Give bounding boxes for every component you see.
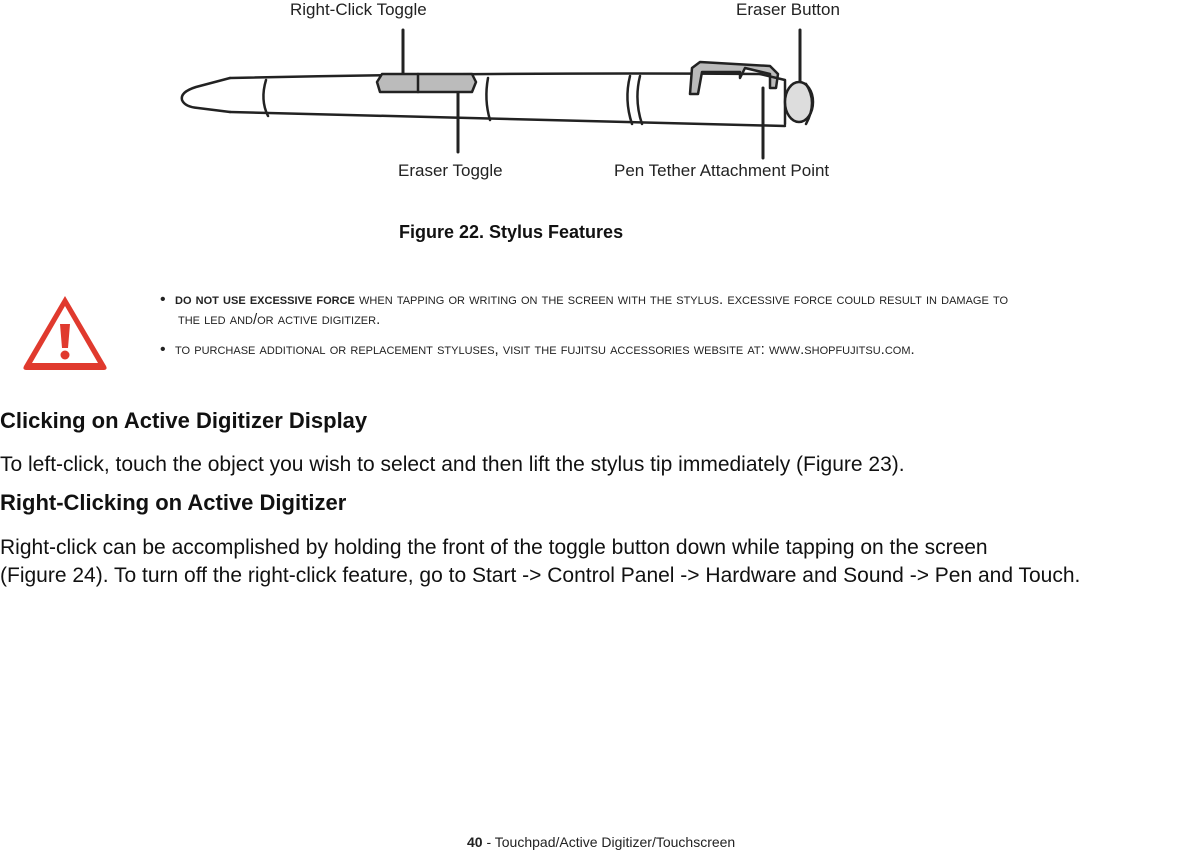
stylus-barrel-bottom bbox=[230, 112, 785, 126]
warning-text-1b: the led and/or active digitizer. bbox=[178, 311, 381, 328]
section-body-right-clicking-1: Right-click can be accomplished by holding the front of the toggle button down while tapping on the screen bbox=[0, 536, 988, 559]
section-body-clicking: To left-click, touch the object you wish to select and then lift the stylus tip immediately (Figure 23). bbox=[0, 453, 905, 476]
label-eraser-button: Eraser Button bbox=[736, 0, 840, 19]
warning-bullets bbox=[160, 290, 1180, 370]
warning-bullet-2 bbox=[160, 340, 1180, 360]
warning-lead: do not use excessive force bbox=[175, 291, 355, 308]
label-pen-tether: Pen Tether Attachment Point bbox=[614, 161, 830, 180]
section-body-right-clicking-2: (Figure 24). To turn off the right-click feature, go to Start -> Control Panel -> Hardware and Sound -> Pen and Touch. bbox=[0, 564, 1081, 587]
warning-text-2: to purchase additional or replacement styluses, visit the fujitsu accessories website at: www.shopfujitsu.com. bbox=[175, 341, 915, 358]
bullet-dot: • bbox=[160, 341, 166, 358]
stylus-illustration bbox=[0, 0, 1194, 200]
toggle-button bbox=[377, 74, 476, 92]
bullet-dot: • bbox=[160, 291, 166, 308]
footer-section: - Touchpad/Active Digitizer/Touchscreen bbox=[482, 834, 736, 850]
page-number: 40 bbox=[467, 834, 483, 850]
warning-triangle-icon bbox=[20, 292, 110, 372]
section-heading-clicking: Clicking on Active Digitizer Display bbox=[0, 408, 368, 433]
figure-caption: Figure 22. Stylus Features bbox=[399, 222, 624, 242]
page-footer bbox=[467, 834, 735, 850]
warning-text-1a: when tapping or writing on the screen with the stylus. excessive force could result in damage to bbox=[354, 291, 1009, 308]
label-right-click-toggle: Right-Click Toggle bbox=[290, 0, 427, 19]
section-heading-right-clicking: Right-Clicking on Active Digitizer bbox=[0, 490, 347, 515]
stylus-tip bbox=[182, 78, 230, 112]
tether-clip bbox=[690, 62, 778, 94]
warning-bullet-1 bbox=[160, 290, 1180, 330]
stylus-barrel-top bbox=[230, 74, 760, 79]
label-eraser-toggle: Eraser Toggle bbox=[398, 161, 503, 180]
